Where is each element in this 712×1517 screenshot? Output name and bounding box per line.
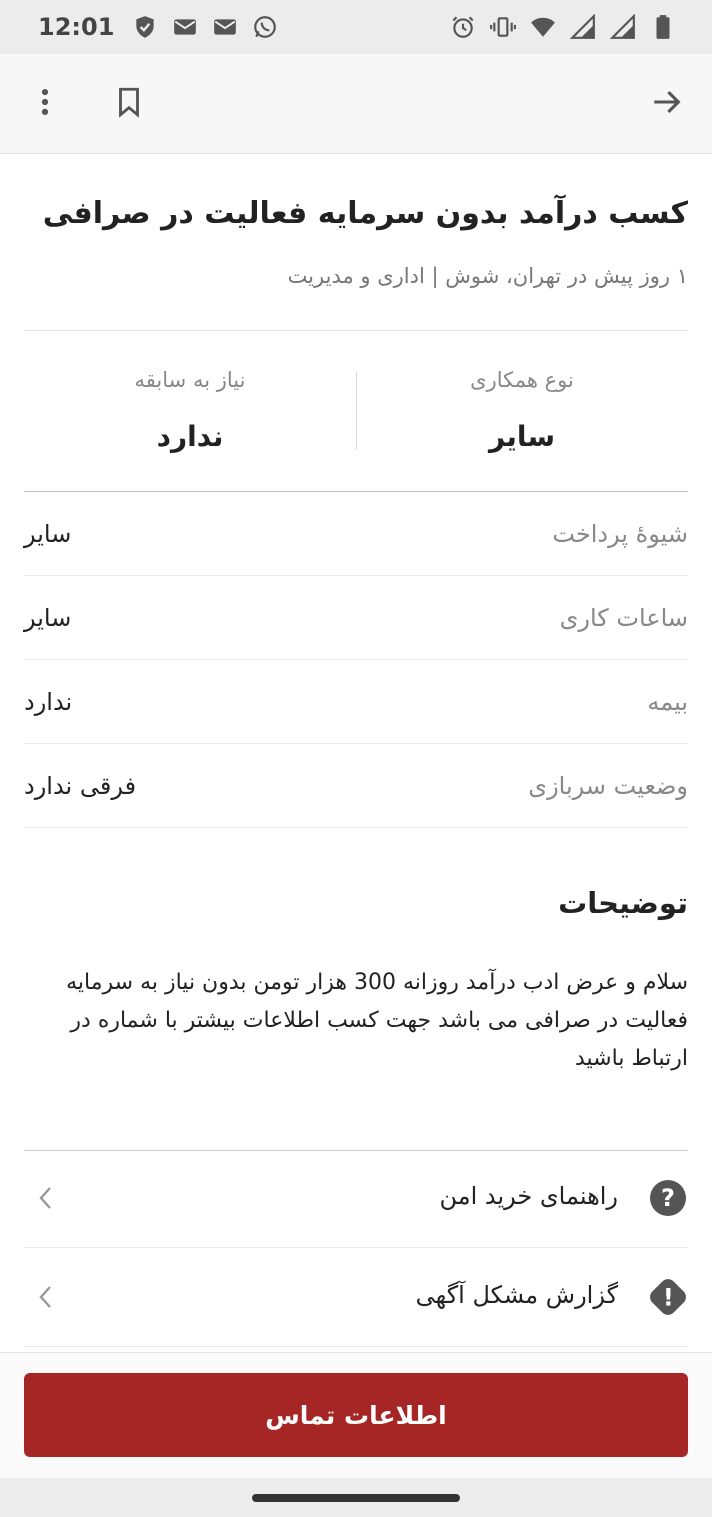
vibrate-icon — [490, 14, 516, 40]
report-ad-link[interactable] — [24, 1249, 688, 1347]
detail-row-payment — [24, 492, 688, 576]
report-glyph: ! — [662, 1283, 674, 1312]
chevron-left-icon — [34, 1283, 58, 1311]
detail-value: ندارد — [24, 688, 73, 716]
detail-label: بیمه — [647, 688, 688, 716]
cooperation-type — [356, 330, 688, 490]
mail-icon — [172, 14, 198, 40]
detail-row-military — [24, 744, 688, 828]
arrow-right-icon — [650, 85, 684, 123]
top-toolbar — [0, 54, 712, 154]
system-nav-bar — [0, 1478, 712, 1517]
description-text: سلام و عرض ادب درآمد روزانه 300 هزار تومن بدون نیاز به سرمایه فعالیت در صرافی می باشد جهت کسب اطلاعات بیشتر با شماره در ارتباط باشید — [66, 970, 688, 1071]
cooperation-type-label: نوع همکاری — [470, 368, 574, 392]
back-button[interactable] — [642, 79, 692, 129]
safe-buying-guide-link[interactable] — [24, 1150, 688, 1248]
bottom-action-bar — [0, 1352, 712, 1478]
status-left — [38, 13, 278, 41]
detail-label: ساعات کاری — [559, 604, 688, 632]
experience-required — [24, 330, 356, 490]
ad-title: کسب درآمد بدون سرمایه فعالیت در صرافی — [42, 196, 688, 231]
alarm-icon — [450, 14, 476, 40]
battery-icon — [650, 14, 676, 40]
bookmark-icon — [112, 85, 146, 123]
signal-icon — [610, 14, 636, 40]
report-icon — [647, 1276, 689, 1318]
shield-check-icon — [132, 14, 158, 40]
mail-icon — [212, 14, 238, 40]
summary-separator — [356, 372, 357, 450]
link-label: گزارش مشکل آگهی — [415, 1281, 618, 1309]
help-circle-icon: ? — [650, 1180, 686, 1216]
status-time: 12:01 — [38, 13, 115, 41]
wifi-icon — [530, 14, 556, 40]
detail-label: وضعیت سربازی — [528, 772, 688, 800]
chevron-left-icon — [34, 1184, 58, 1212]
link-label: راهنمای خرید امن — [439, 1182, 618, 1210]
cooperation-type-value: سایر — [489, 420, 555, 453]
more-options-button[interactable] — [20, 79, 70, 129]
experience-value: ندارد — [156, 420, 224, 453]
detail-value: سایر — [24, 604, 72, 632]
experience-label: نیاز به سابقه — [134, 368, 246, 392]
bookmark-button[interactable] — [104, 79, 154, 129]
more-vertical-icon — [28, 85, 62, 123]
home-indicator[interactable] — [252, 1494, 460, 1502]
signal-icon — [570, 14, 596, 40]
summary-box — [24, 330, 688, 490]
status-right — [450, 14, 676, 40]
status-bar — [0, 0, 712, 54]
description-title: توضیحات — [558, 886, 688, 920]
detail-row-insurance — [24, 660, 688, 744]
contact-info-button[interactable]: اطلاعات تماس — [24, 1373, 688, 1457]
detail-value: سایر — [24, 520, 72, 548]
detail-label: شیوهٔ پرداخت — [552, 520, 688, 548]
ad-subtitle: ۱ روز پیش در تهران، شوش | اداری و مدیریت — [287, 264, 688, 288]
detail-value: فرقی ندارد — [24, 772, 137, 800]
detail-row-hours — [24, 576, 688, 660]
whatsapp-icon — [252, 14, 278, 40]
